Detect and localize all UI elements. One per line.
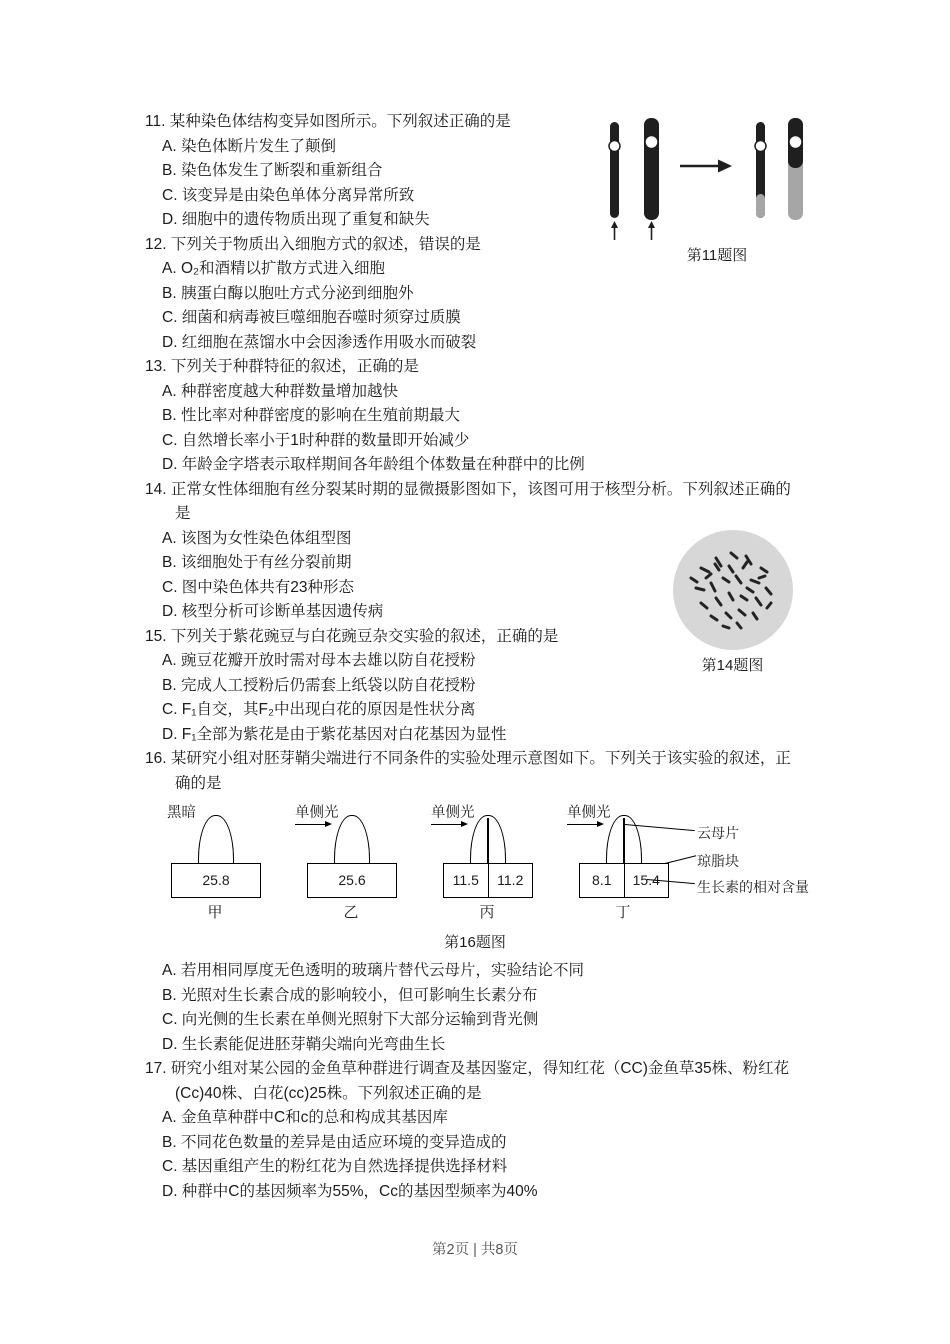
setup-name-label: 丙 [479, 904, 495, 921]
light-direction-arrow-icon [567, 824, 597, 825]
agar-block [307, 863, 397, 898]
figure-11-chromosome-diagram [588, 110, 846, 265]
question-17-stem: 17. 研究小组对某公园的金鱼草种群进行调查及基因鉴定，得知红花（CC)金鱼草35株、粉红花(Cc)40株、白花(cc)25株。下列叙述正确的是 [145, 1060, 790, 1102]
question-12-option-b: B. 胰蛋白酶以胞吐方式分泌到细胞外 [162, 284, 414, 302]
question-16-stem: 16. 某研究小组对胚芽鞘尖端进行不同条件的实验处理示意图如下。下列关于该实验的叙述，正确的是 [145, 750, 791, 792]
question-14-option-b: B. 该细胞处于有丝分裂前期 [162, 554, 352, 571]
coleoptile-tip [334, 815, 370, 864]
setup-ding [567, 799, 679, 929]
question-11-option-a: A. 染色体断片发生了颠倒 [162, 137, 336, 155]
question-12-stem: 12. 下列关于物质出入细胞方式的叙述，错误的是 [145, 235, 481, 253]
micrograph-graphic [671, 528, 795, 652]
annotation-mica-sheet: 云母片 [697, 825, 739, 841]
question-12-option-d: D. 红细胞在蒸馏水中会因渗透作用吸水而破裂 [162, 333, 477, 351]
question-14-option-c: C. 图中染色体共有23种形态 [162, 578, 355, 596]
question-13-option-c: C. 自然增长率小于1时种群的数量即开始减少 [162, 431, 470, 449]
question-11-option-b: B. 染色体发生了断裂和重新组合 [162, 162, 383, 179]
question-15-option-c: C. F₁自交，其F₂中出现白花的原因是性状分离 [162, 701, 476, 718]
setup-jia [159, 799, 271, 929]
auxin-value: 11.2 [488, 864, 533, 897]
question-11-option-c: C. 该变异是由染色单体分离异常所致 [162, 186, 415, 204]
auxin-value: 8.1 [592, 872, 612, 889]
page-footer: 第2页 | 共8页 [432, 1242, 518, 1258]
light-direction-arrow-icon [431, 824, 461, 825]
light-condition-label: 单侧光 [295, 805, 339, 821]
question-15-option-a: A. 豌豆花瓣开放时需对母本去雄以防自花授粉 [162, 652, 476, 669]
question-15-option-b: B. 完成人工授粉后仍需套上纸袋以防自花授粉 [162, 676, 476, 694]
setup-name-label: 丁 [615, 904, 631, 921]
question-13 [145, 355, 800, 478]
figure-16-caption: 第16题图 [444, 934, 506, 951]
question-16-option-d: D. 生长素能促进胚芽鞘尖端向光弯曲生长 [162, 1035, 446, 1053]
question-13-option-b: B. 性比率对种群密度的影响在生殖前期最大 [162, 407, 460, 424]
setup-name-label: 乙 [343, 904, 359, 921]
figure-14-micrograph [660, 528, 805, 675]
setup-name-label: 甲 [207, 904, 223, 921]
agar-block [443, 863, 533, 898]
agar-block [171, 863, 261, 898]
question-16-option-c: C. 向光侧的生长素在单侧光照射下大部分运输到背光侧 [162, 1011, 539, 1028]
question-14-option-d: D. 核型分析可诊断单基因遗传病 [162, 603, 384, 620]
coleoptile-tip [470, 815, 506, 864]
question-16-option-a: A. 若用相同厚度无色透明的玻璃片替代云母片，实验结论不同 [162, 962, 584, 979]
question-12-option-a: A. O₂和酒精以扩散方式进入细胞 [162, 260, 386, 277]
annotation-agar-block: 琼脂块 [697, 853, 739, 869]
question-17-option-b: B. 不同花色数量的差异是由适应环境的变异造成的 [162, 1133, 507, 1151]
light-condition-label: 单侧光 [431, 805, 475, 821]
question-14-option-a: A. 该图为女性染色体组型图 [162, 529, 352, 547]
annotation-auxin-content: 生长素的相对含量 [697, 879, 809, 895]
question-14-stem: 14. 正常女性体细胞有丝分裂某时期的显微摄影图如下，该图可用于核型分析。下列叙述正确的是 [145, 480, 791, 522]
figure-11-caption: 第11题图 [686, 247, 748, 264]
question-17 [145, 1057, 800, 1204]
question-13-stem: 13. 下列关于种群特征的叙述，正确的是 [145, 358, 419, 375]
mica-sheet [487, 818, 489, 864]
question-13-option-a: A. 种群密度越大种群数量增加越快 [162, 382, 398, 400]
question-16 [145, 747, 809, 1057]
setup-bing [431, 799, 543, 929]
question-13-option-d: D. 年龄金字塔表示取样期间各年龄组个体数量在种群中的比例 [162, 456, 585, 473]
auxin-value: 15.4 [624, 864, 669, 897]
question-11-option-d: D. 细胞中的遗传物质出现了重复和缺失 [162, 211, 430, 228]
figure-16-experiment-diagram [145, 799, 809, 959]
question-17-option-d: D. 种群中C的基因频率为55%，Cc的基因型频率为40% [162, 1182, 538, 1200]
figure-14-caption: 第14题图 [701, 657, 764, 674]
coleoptile-tip [606, 815, 642, 864]
chromosome-diagram-graphic [588, 110, 846, 242]
question-15-option-d: D. F₁全部为紫花是由于紫花基因对白花基因为显性 [162, 725, 507, 743]
question-11-stem: 11. 某种染色体结构变异如图所示。下列叙述正确的是 [145, 113, 511, 130]
auxin-value: 11.5 [452, 872, 479, 889]
light-direction-arrow-icon [295, 824, 325, 825]
light-condition-label: 黑暗 [167, 805, 196, 821]
question-15-stem: 15. 下列关于紫花豌豆与白花豌豆杂交实验的叙述，正确的是 [145, 627, 559, 645]
question-16-option-b: B. 光照对生长素合成的影响较小，但可影响生长素分布 [162, 986, 538, 1004]
auxin-value: 25.8 [202, 872, 230, 889]
coleoptile-tip [198, 815, 234, 864]
question-17-option-a: A. 金鱼草种群中C和c的总和构成其基因库 [162, 1109, 448, 1126]
question-12-option-c: C. 细菌和病毒被巨噬细胞吞噬时须穿过质膜 [162, 309, 461, 326]
setup-yi [295, 799, 407, 929]
light-condition-label: 单侧光 [567, 805, 611, 821]
question-17-option-c: C. 基因重组产生的粉红花为自然选择提供选择材料 [162, 1158, 508, 1175]
auxin-value: 25.6 [338, 872, 366, 889]
